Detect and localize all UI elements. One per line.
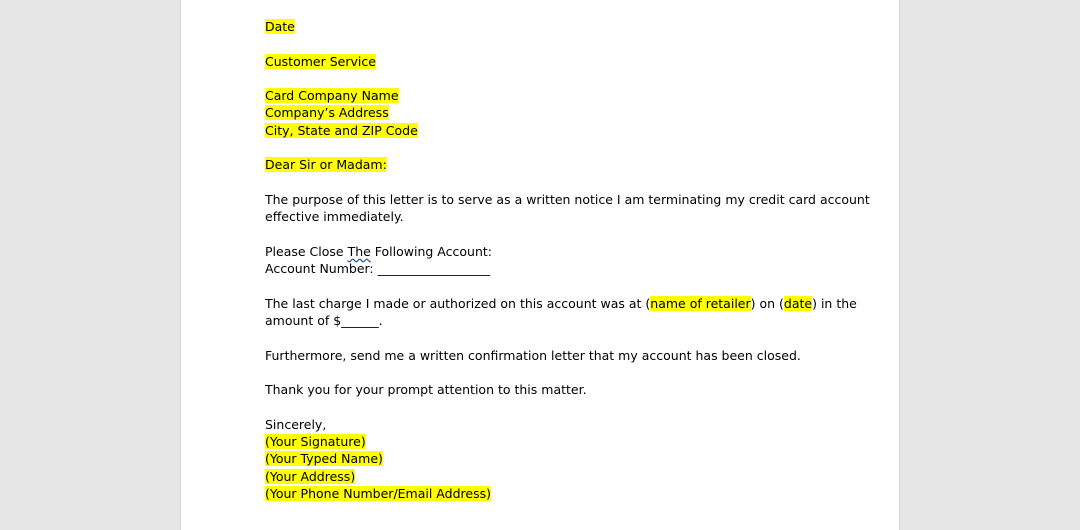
company-name-placeholder: Card Company Name bbox=[265, 88, 399, 104]
close-account-suffix: Following Account: bbox=[370, 243, 492, 259]
sender-address-placeholder: (Your Address) bbox=[265, 468, 356, 484]
last-charge-part-2: ) on ( bbox=[750, 295, 784, 311]
charge-date-placeholder: date bbox=[783, 295, 813, 311]
paragraph-gap bbox=[265, 277, 835, 294]
paragraph-gap bbox=[265, 139, 835, 156]
purpose-line-1: The purpose of this letter is to serve as a written notice I am terminating my credit card account bbox=[265, 191, 870, 207]
paragraph-gap bbox=[265, 364, 835, 381]
signature-line bbox=[265, 433, 835, 450]
date-placeholder: Date bbox=[265, 19, 295, 34]
paragraph-gap bbox=[265, 399, 835, 416]
signature-placeholder: (Your Signature) bbox=[265, 434, 366, 450]
retailer-placeholder: name of retailer bbox=[650, 295, 751, 311]
paragraph-gap bbox=[265, 226, 835, 243]
date-line bbox=[265, 18, 835, 35]
last-charge-line-1 bbox=[265, 295, 857, 312]
purpose-line-2: effective immediately. bbox=[265, 209, 404, 225]
city-state-zip-placeholder: City, State and ZIP Code bbox=[265, 122, 418, 138]
close-account-line bbox=[265, 243, 835, 260]
document-page[interactable] bbox=[180, 0, 900, 530]
contact-placeholder: (Your Phone Number/Email Address) bbox=[265, 486, 491, 502]
thanks-line: Thank you for your prompt attention to this matter. bbox=[265, 382, 587, 398]
company-name-line bbox=[265, 87, 835, 104]
typed-name-line bbox=[265, 450, 835, 467]
last-charge-part-3: ) in the bbox=[812, 295, 857, 311]
confirmation-line: Furthermore, send me a written confirmation letter that my account has been closed. bbox=[265, 347, 801, 363]
last-charge-line-2: amount of $______. bbox=[265, 313, 383, 329]
salutation-line bbox=[265, 156, 835, 173]
letter-body[interactable] bbox=[265, 18, 870, 502]
customer-service-line bbox=[265, 53, 835, 70]
city-state-zip-line bbox=[265, 122, 835, 139]
typed-name-placeholder: (Your Typed Name) bbox=[265, 451, 383, 467]
paragraph-gap bbox=[265, 174, 835, 191]
account-number-line: Account Number: __________________ bbox=[265, 261, 491, 277]
last-charge-part-1: The last charge I made or authorized on this account was at ( bbox=[265, 295, 651, 311]
close-account-prefix: Please Close bbox=[265, 243, 348, 259]
contact-line bbox=[265, 485, 835, 502]
company-address-placeholder: Company’s Address bbox=[265, 105, 389, 121]
salutation-text: Dear Sir or Madam: bbox=[265, 157, 387, 173]
company-address-line bbox=[265, 104, 835, 121]
customer-service-text: Customer Service bbox=[265, 53, 376, 69]
sender-address-line bbox=[265, 468, 835, 485]
proofing-flagged-word[interactable]: The bbox=[347, 243, 371, 259]
paragraph-gap bbox=[265, 70, 835, 87]
paragraph-gap bbox=[265, 329, 835, 346]
paragraph-gap bbox=[265, 35, 835, 52]
closing-line: Sincerely, bbox=[265, 416, 327, 432]
